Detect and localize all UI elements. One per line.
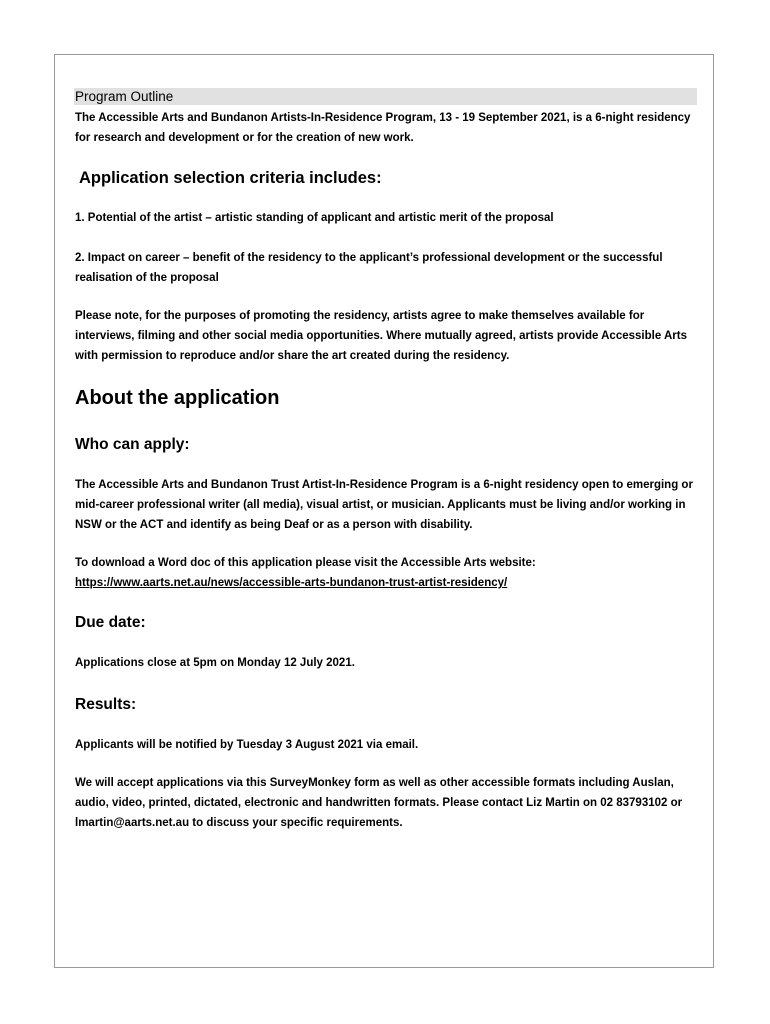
who-can-apply-heading: Who can apply:	[75, 436, 190, 453]
due-date-heading: Due date:	[75, 614, 146, 631]
results-body: Applicants will be notified by Tuesday 3 August 2021 via email.	[75, 739, 419, 751]
download-link-line	[75, 573, 703, 593]
download-link[interactable]: https://www.aarts.net.au/news/accessible-arts-bundanon-trust-artist-residency/	[75, 577, 508, 589]
accessible-formats-body: We will accept applications via this SurveyMonkey form as well as other accessible formats including Auslan, audio, video, printed, dictated, electronic and handwritten formats. Please contact Liz Martin on 02 83793102 or lmartin@aarts.net.au to discuss your specific requirements.	[75, 777, 683, 829]
criteria-item-1: 1. Potential of the artist – artistic standing of applicant and artistic merit of the proposal	[75, 212, 554, 224]
promotion-note: Please note, for the purposes of promoting the residency, artists agree to make themselves available for interviews, filming and other social media opportunities. Where mutually agreed, artists provide Accessible Arts with permission to reproduce and/or share the art created during the residency.	[75, 310, 687, 362]
document-page	[54, 54, 714, 968]
download-text: To download a Word doc of this application please visit the Accessible Arts website:	[75, 557, 536, 569]
who-can-apply-body: The Accessible Arts and Bundanon Trust Artist-In-Residence Program is a 6-night residency open to emerging or mid-career professional writer (all media), visual artist, or musician. Applicants must be living and/or working in NSW or the ACT and identify as being Deaf or as a person with disability.	[75, 479, 693, 531]
program-outline-label: Program Outline	[75, 89, 174, 104]
criteria-heading: Application selection criteria includes:	[79, 169, 382, 187]
criteria-item-2: 2. Impact on career – benefit of the residency to the applicant’s professional development or the successful realisation of the proposal	[75, 252, 663, 284]
program-outline-body: The Accessible Arts and Bundanon Artists-In-Residence Program, 13 - 19 September 2021, is a 6-night residency for research and development or for the creation of new work.	[75, 112, 691, 144]
about-heading: About the application	[75, 387, 280, 409]
due-date-body: Applications close at 5pm on Monday 12 July 2021.	[75, 657, 355, 669]
results-heading: Results:	[75, 696, 137, 713]
